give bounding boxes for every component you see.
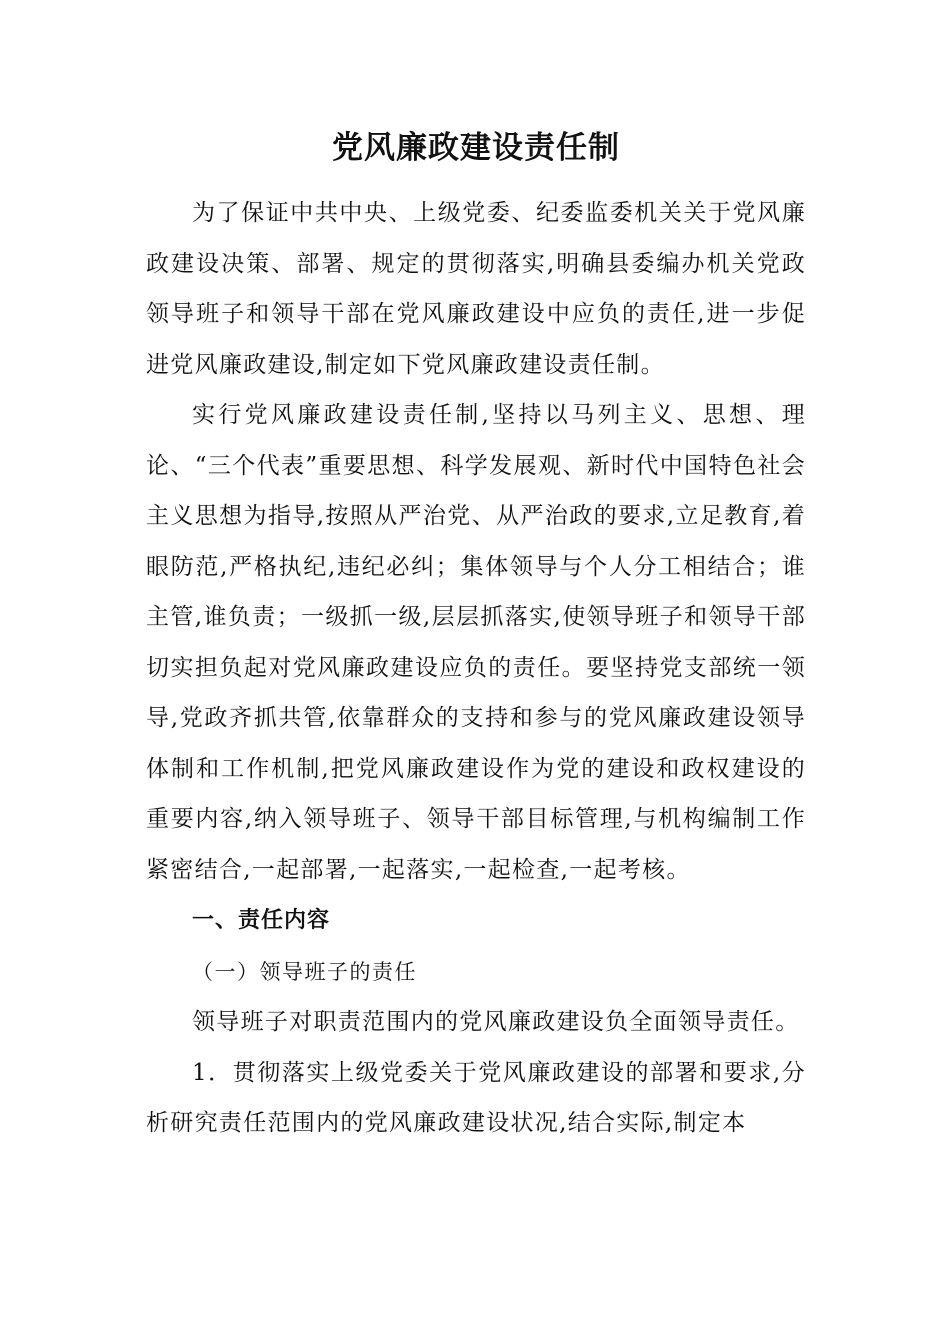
document-title: 党风廉政建设责任制 [332, 130, 620, 166]
paragraph-leadership-intro: 领导班子对职责范围内的党风廉政建设负全面领导责任。 [192, 1009, 800, 1035]
paragraph-item-1: 1．贯彻落实上级党委关于党风廉政建设的部署和要求,分析研究责任范围内的党风廉政建设状况,结合实际,制定本 [146, 1059, 806, 1136]
section-heading-responsibility-content: 一、责任内容 [192, 908, 331, 933]
subsection-heading-leadership-team: （一）领导班子的责任 [192, 960, 417, 984]
paragraph-principles: 实行党风廉政建设责任制,坚持以马列主义、思想、理论、“三个代表”重要思想、科学发展观、新时代中国特色社会主义思想为指导,按照从严治党、从严治政的要求,立足教育,着眼防范,严格执纪,违纪必纠；集体领导与个人分工相结合；谁主管,谁负责；一级抓一级,层层抓落实,使领导班子和领导干部切实担负起对党风廉政建设应负的责任。要坚持党支部统一领导,党政齐抓共管,依靠群众的支持和参与的党风廉政建设领导体制和工作机制,把党风廉政建设作为党的建设和政权建设的重要内容,纳入领导班子、领导干部目标管理,与机构编制工作紧密结合,一起部署,一起落实,一起检查,一起考核。 [146, 402, 806, 883]
document-page [146, 118, 806, 1149]
paragraph-purpose: 为了保证中共中央、上级党委、纪委监委机关关于党风廉政建设决策、部署、规定的贯彻落实,明确县委编办机关党政领导班子和领导干部在党风廉政建设中应负的责任,进一步促进党风廉政建设,制定如下党风廉政建设责任制。 [146, 200, 806, 378]
